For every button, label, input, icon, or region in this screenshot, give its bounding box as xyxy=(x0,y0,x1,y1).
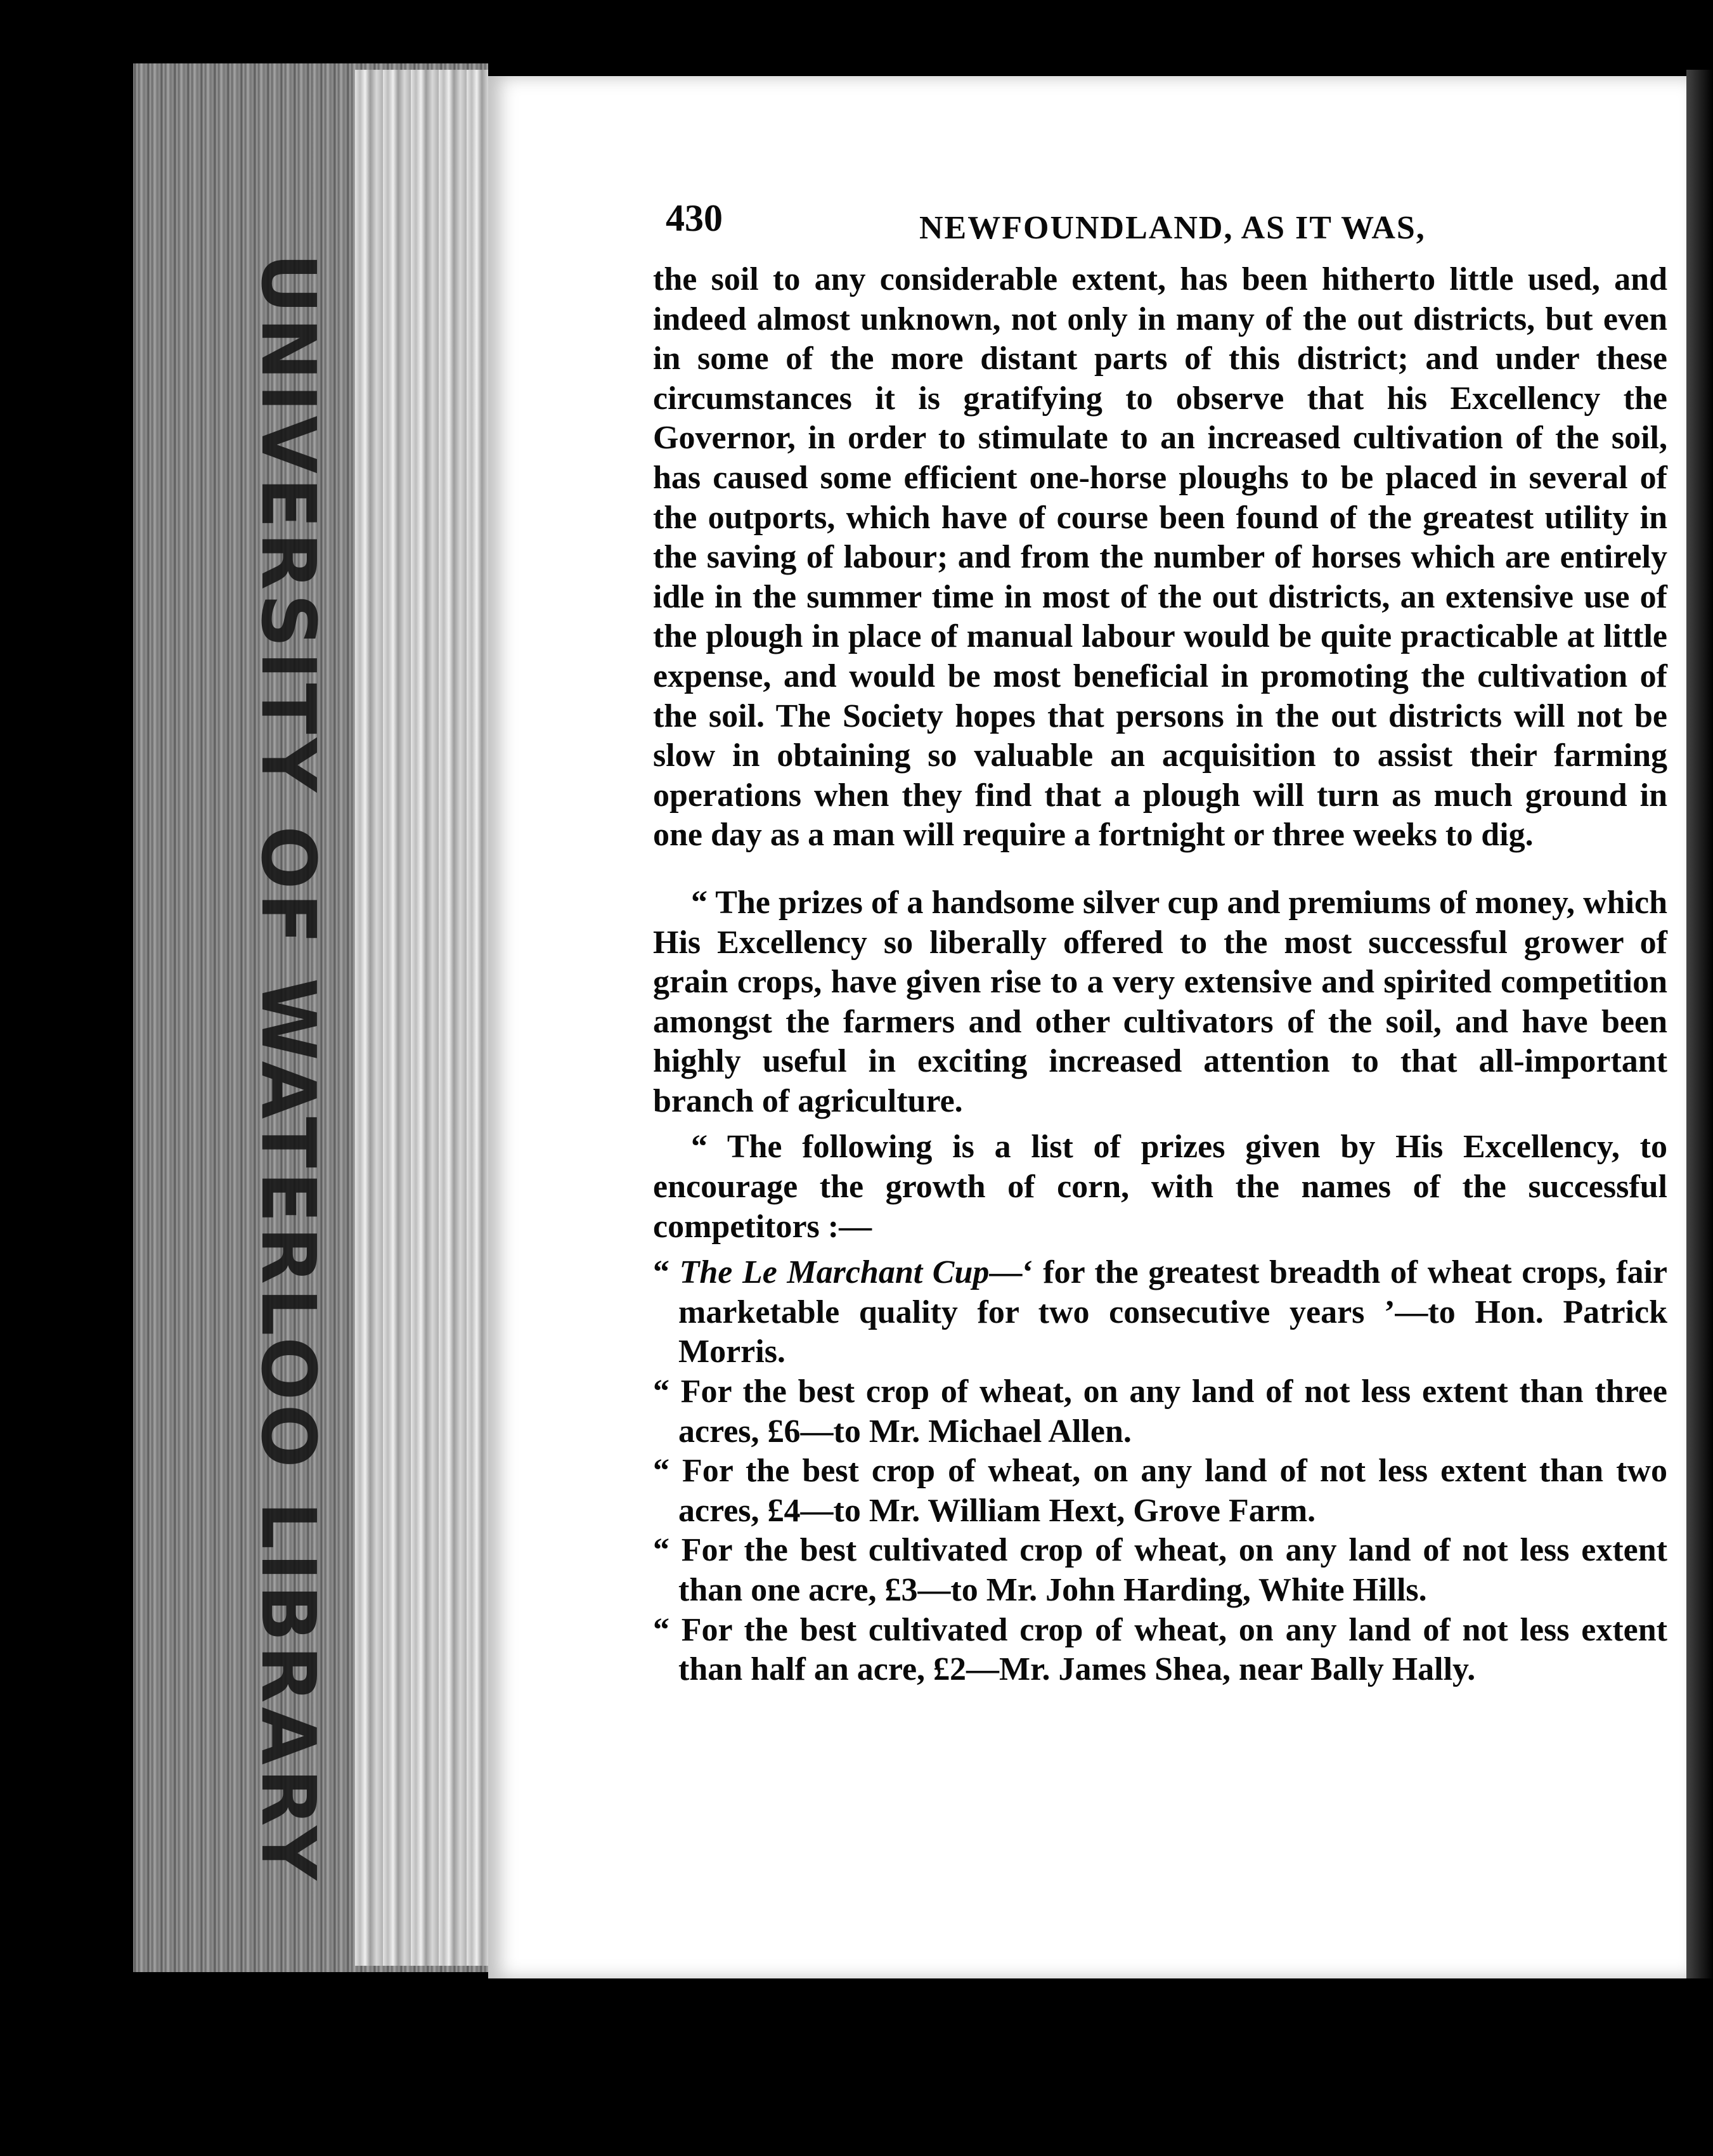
prize-text: For the best cultivated crop of wheat, on any land of not less extent than half an acre, £2—Mr. James Shea, near Bally Hally. xyxy=(678,1611,1668,1688)
library-stamp-text: UNIVERSITY OF WATERLOO LIBRARY xyxy=(245,253,333,1884)
prize-quote: “ xyxy=(653,1611,682,1648)
prize-entry xyxy=(653,1372,1667,1451)
page-stack-edge xyxy=(355,70,488,1966)
paragraph: “ The following is a list of prizes given by His Excellency, to encourage the growth of corn, with the names of the successful competitors :— xyxy=(653,1129,1667,1245)
prize-quote: “ xyxy=(653,1254,680,1291)
page-header xyxy=(653,190,1667,260)
prize-entry xyxy=(653,1531,1667,1610)
page-number: 430 xyxy=(666,197,723,239)
page-shadow xyxy=(1686,70,1713,1978)
prize-quote: “ xyxy=(653,1532,682,1569)
prize-text: For the best cultivated crop of wheat, on any land of not less extent than one acre, £3—to Mr. John Harding, White Hills. xyxy=(678,1532,1668,1608)
running-head: NEWFOUNDLAND, AS IT WAS, xyxy=(919,210,1426,246)
prize-quote: “ xyxy=(653,1453,683,1490)
paragraph: the soil to any considerable extent, has been hitherto little used, and indeed almost unknown, not only in many of the out districts, but even in some of the more distant parts of this district; and under these circumstances it is gratifying to observe that his Excellency the Governor, in order to stimulate to an increased cultivation of the soil, has caused some efficient one-horse ploughs to be placed in several of the outports, which have of course been found of the greatest utility in the saving of labour; and from the number of horses which are entirely idle in the summer time in most of the out districts, an extensive use of the plough in place of manual labour would be quite practicable at little expense, and would be most beneficial in promoting the cultivation of the soil. The Society hopes that persons in the out districts will not be slow in obtaining so valuable an acquisition to assist their farming operations when they find that a plough will turn as much ground in one day as a man will require a fortnight or three weeks to dig. xyxy=(653,261,1667,854)
library-stamp xyxy=(245,253,333,1884)
prize-text: —‘ for the greatest breadth of wheat crops, fair marketable quality for two consecutive years ’—to Hon. Patrick Morris. xyxy=(678,1254,1667,1370)
prize-entry xyxy=(653,1451,1667,1531)
prize-text: For the best crop of wheat, on any land of not less extent than three acres, £6—to Mr. Michael Allen. xyxy=(678,1373,1668,1450)
prize-title: The Le Marchant Cup xyxy=(679,1254,990,1291)
paragraph: “ The prizes of a handsome silver cup and premiums of money, which His Excellency so liberally offered to the most successful grower of grain crops, have given rise to a very extensive and spirited competition amongst the farmers and other cultivators of the soil, and have been highly useful in exciting increased attention to that all-important branch of agriculture. xyxy=(653,884,1667,1119)
prize-entry xyxy=(653,1611,1667,1690)
page-text-block xyxy=(653,190,1667,1690)
prize-entry xyxy=(653,1253,1667,1372)
prize-text: For the best crop of wheat, on any land of not less extent than two acres, £4—to Mr. William Hext, Grove Farm. xyxy=(678,1453,1667,1529)
prize-quote: “ xyxy=(653,1373,681,1410)
